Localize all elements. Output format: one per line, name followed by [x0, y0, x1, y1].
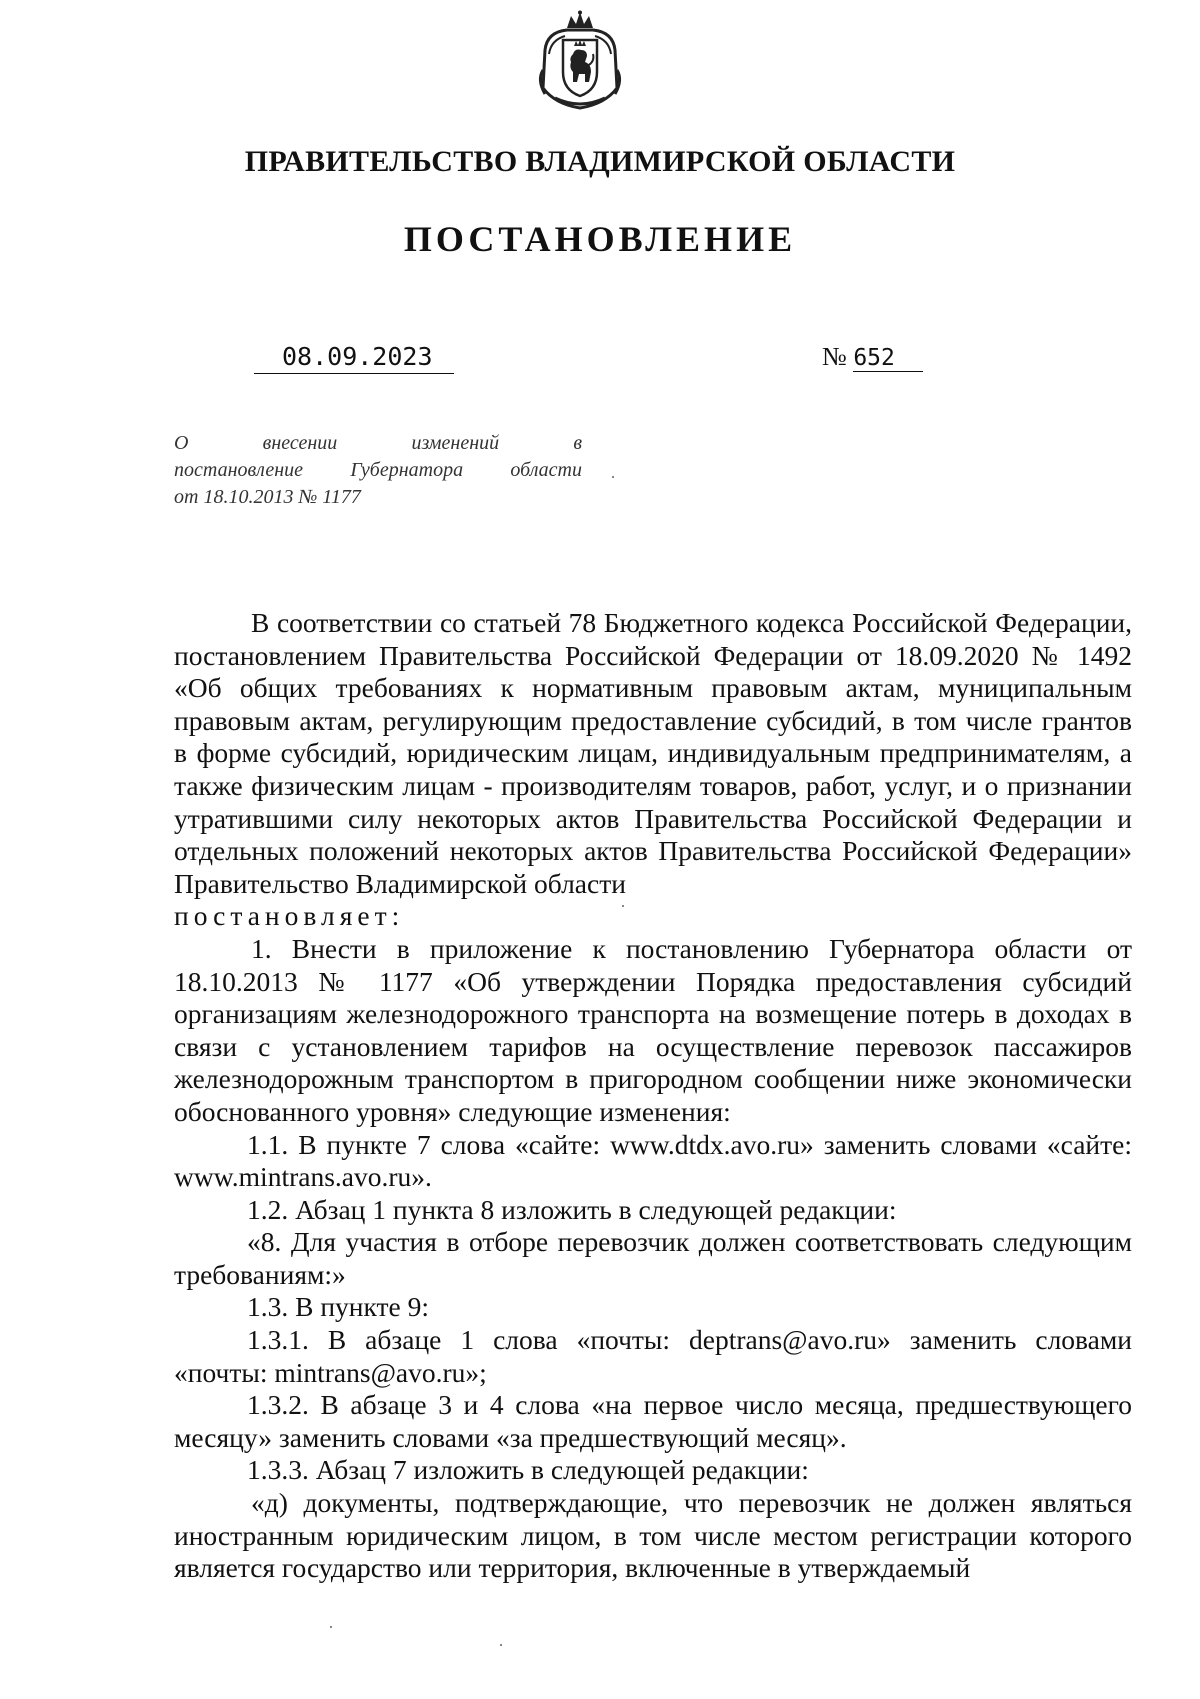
body-paragraph: 1.3.1. В абзаце 1 слова «почты: deptrans@avo.ru» заменить словами «почты: mintrans@avo.ru»; [174, 1324, 1132, 1388]
document-date: 08.09.2023 [254, 342, 454, 374]
subject-line: от 18.10.2013 № 1177 [174, 486, 361, 508]
scan-speck [500, 1644, 502, 1646]
body-paragraph: «д) документы, подтверждающие, что перевозчик не должен являться иностранным юридическим лицом, в том числе местом регистрации которого является государство или территория, включенные в утверждаемый [174, 1487, 1132, 1584]
body-paragraph: 1.2. Абзац 1 пункта 8 изложить в следующей редакции: [247, 1193, 897, 1225]
body-paragraph: 1. Внести в приложение к постановлению Губернатора области от 18.10.2013 № 1177 «Об утверждении Порядка предоставления субсидий организациям железнодорожного транспорта на возмещение потерь в доходах в связи с установлением тарифов на осуществление перевозок пассажиров железнодорожным транспортом в пригородном сообщении ниже экономически обоснованного уровня» следующие изменения: [174, 932, 1132, 1127]
subject-line: О внесении изменений в [174, 432, 582, 454]
coat-of-arms-emblem [535, 10, 625, 110]
decree-word: постановляет: [174, 900, 405, 932]
body-paragraph: 1.3.3. Абзац 7 изложить в следующей редакции: [247, 1454, 809, 1486]
scan-speck [622, 905, 624, 907]
scan-speck [612, 476, 614, 478]
paragraph-text: В соответствии со статьей 78 Бюджетного кодекса Российской Федерации, постановлением Правительства Российской Федерации от 18.09.2020 № 1492 «Об общих требованиях к нормативным правовым актам, муниципальным правовым актам, регулирующим предоставление субсидий, в том числе грантов в форме субсидий, юридическим лицам, индивидуальным предпринимателям, а также физическим лицам - производителям товаров, работ, услуг, и о признании утратившими силу некоторых актов Правительства Российской Федерации и отдельных положений некоторых актов Правительства Российской Федерации» Правительство Владимирской области [174, 607, 1132, 899]
document-number-field [822, 342, 923, 374]
body-paragraph: «8. Для участия в отборе перевозчик должен соответствовать следующим требованиям:» [174, 1226, 1132, 1290]
body-paragraph: 1.3. В пункте 9: [247, 1291, 430, 1323]
document-number: 652 [853, 345, 923, 372]
subject-line: постановление Губернатора области [174, 459, 582, 481]
document-subject [174, 430, 582, 511]
body-paragraph: 1.1. В пункте 7 слова «сайте: www.dtdx.avo.ru» заменить словами «сайте: www.mintrans.avo.ru». [174, 1128, 1132, 1193]
government-title: ПРАВИТЕЛЬСТВО ВЛАДИМИРСКОЙ ОБЛАСТИ [244, 145, 956, 178]
number-sign: № [822, 342, 847, 371]
body-paragraph: 1.3.2. В абзаце 3 и 4 слова «на первое число месяца, предшествующего месяцу» заменить словами «за предшествующий месяц». [174, 1389, 1132, 1453]
scan-speck [330, 1626, 332, 1628]
body-paragraph [174, 607, 1132, 933]
document-type-title: ПОСТАНОВЛЕНИЕ [403, 219, 797, 259]
document-body [174, 607, 1132, 1585]
